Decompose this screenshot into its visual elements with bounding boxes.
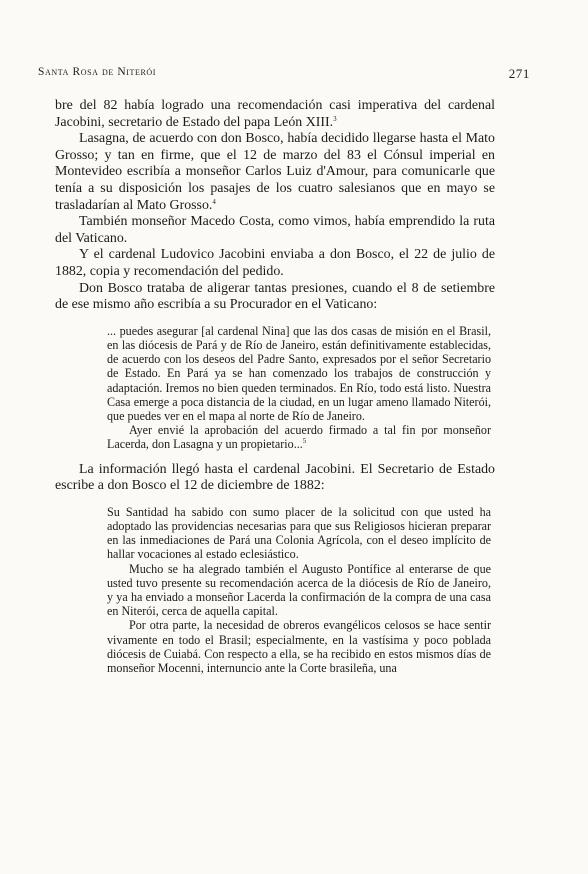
block-quote (55, 324, 495, 452)
running-title: Santa Rosa de Niterói (38, 66, 157, 78)
page-number: 271 (508, 66, 530, 81)
block-quote (55, 505, 495, 675)
paragraph (55, 131, 495, 214)
quote-paragraph: Su Santidad ha sabido con sumo placer de la solicitud con que usted ha adoptado las providencias necesarias para que sus Religiosos hicieran preparar en las inmediaciones de Pará una Colonia Agrícola, con el deseo implícito de hallar vocaciones al estado eclesiástico. (107, 504, 491, 562)
paragraph: Don Bosco trataba de aligerar tantas presiones, cuando el 8 de setiembre de ese mismo año escribía a su Procurador en el Vaticano: (55, 280, 495, 313)
quote-paragraph: Mucho se ha alegrado también el Augusto Pontífice al enterarse de que usted tuvo presente su recomendación acerca de la diócesis de Río de Janeiro, y ya ha enviado a monseñor Lacerda la confirmación de la compra de una casa en Niterói, cerca de aquella capital. (107, 561, 491, 619)
quote-paragraph: Por otra parte, la necesidad de obreros evangélicos celosos se hace sentir vivamente en todo el Brasil; especialmente, en la vastísima y poco poblada diócesis de Cuiabá. Con respecto a ella, se ha recibido en estos mismos días de monseñor Mocenni, internuncio ante la Corte brasileña, una (107, 618, 491, 675)
paragraph: También monseñor Macedo Costa, como vimos, había emprendido la ruta del Vaticano. (55, 214, 495, 246)
main-text (55, 98, 495, 314)
quote-text: Ayer envié la aprobación del acuerdo firmado a tal fin por monseñor Lacerda, don Lasagna y un propietario... (107, 423, 491, 452)
page-body (55, 98, 495, 685)
paragraph-text: bre del 82 había logrado una recomendación casi imperativa del cardenal Jacobini, secretario de Estado del papa León XIII. (55, 98, 495, 130)
paragraph: Y el cardenal Ludovico Jacobini enviaba a don Bosco, el 22 de julio de 1882, copia y recomendación del pedido. (55, 247, 495, 279)
footnote-ref: 4 (212, 197, 216, 206)
main-text (55, 462, 495, 495)
footnote-ref: 3 (333, 114, 337, 123)
paragraph (55, 98, 495, 131)
quote-paragraph: ... puedes asegurar [al cardenal Nina] que las dos casas de misión en el Brasil, en las diócesis de Pará y de Río de Janeiro, están definitivamente establecidas, de acuerdo con los deseos del Padre Santo, expresados por el señor Secretario de Estado. En Pará ya se han comenzado los trabajos de construcción y adaptación. Iremos no bien queden terminados. En Río, todo está listo. Nuestra Casa emerge a poca distancia de la ciudad, en un lugar ameno llamado Niterói, que puedes ver en el mapa al norte de Río de Janeiro. (107, 323, 491, 423)
quote-paragraph (107, 423, 491, 451)
paragraph: La información llegó hasta el cardenal Jacobini. El Secretario de Estado escribe a don Bosco el 12 de diciembre de 1882: (55, 461, 495, 494)
footnote-ref: 5 (302, 437, 307, 446)
running-header (38, 66, 530, 84)
paragraph-text: Lasagna, de acuerdo con don Bosco, había decidido llegarse hasta el Mato Grosso; y tan en firme, que el 12 de marzo del 83 el Cónsul imperial en Montevideo escribía a monseñor Carlos Luiz d'Amour, para comunicarle que tenía a su disposición los pasajes de los cuatro salesianos que en mayo se trasladarían al Mato Grosso. (55, 131, 495, 213)
